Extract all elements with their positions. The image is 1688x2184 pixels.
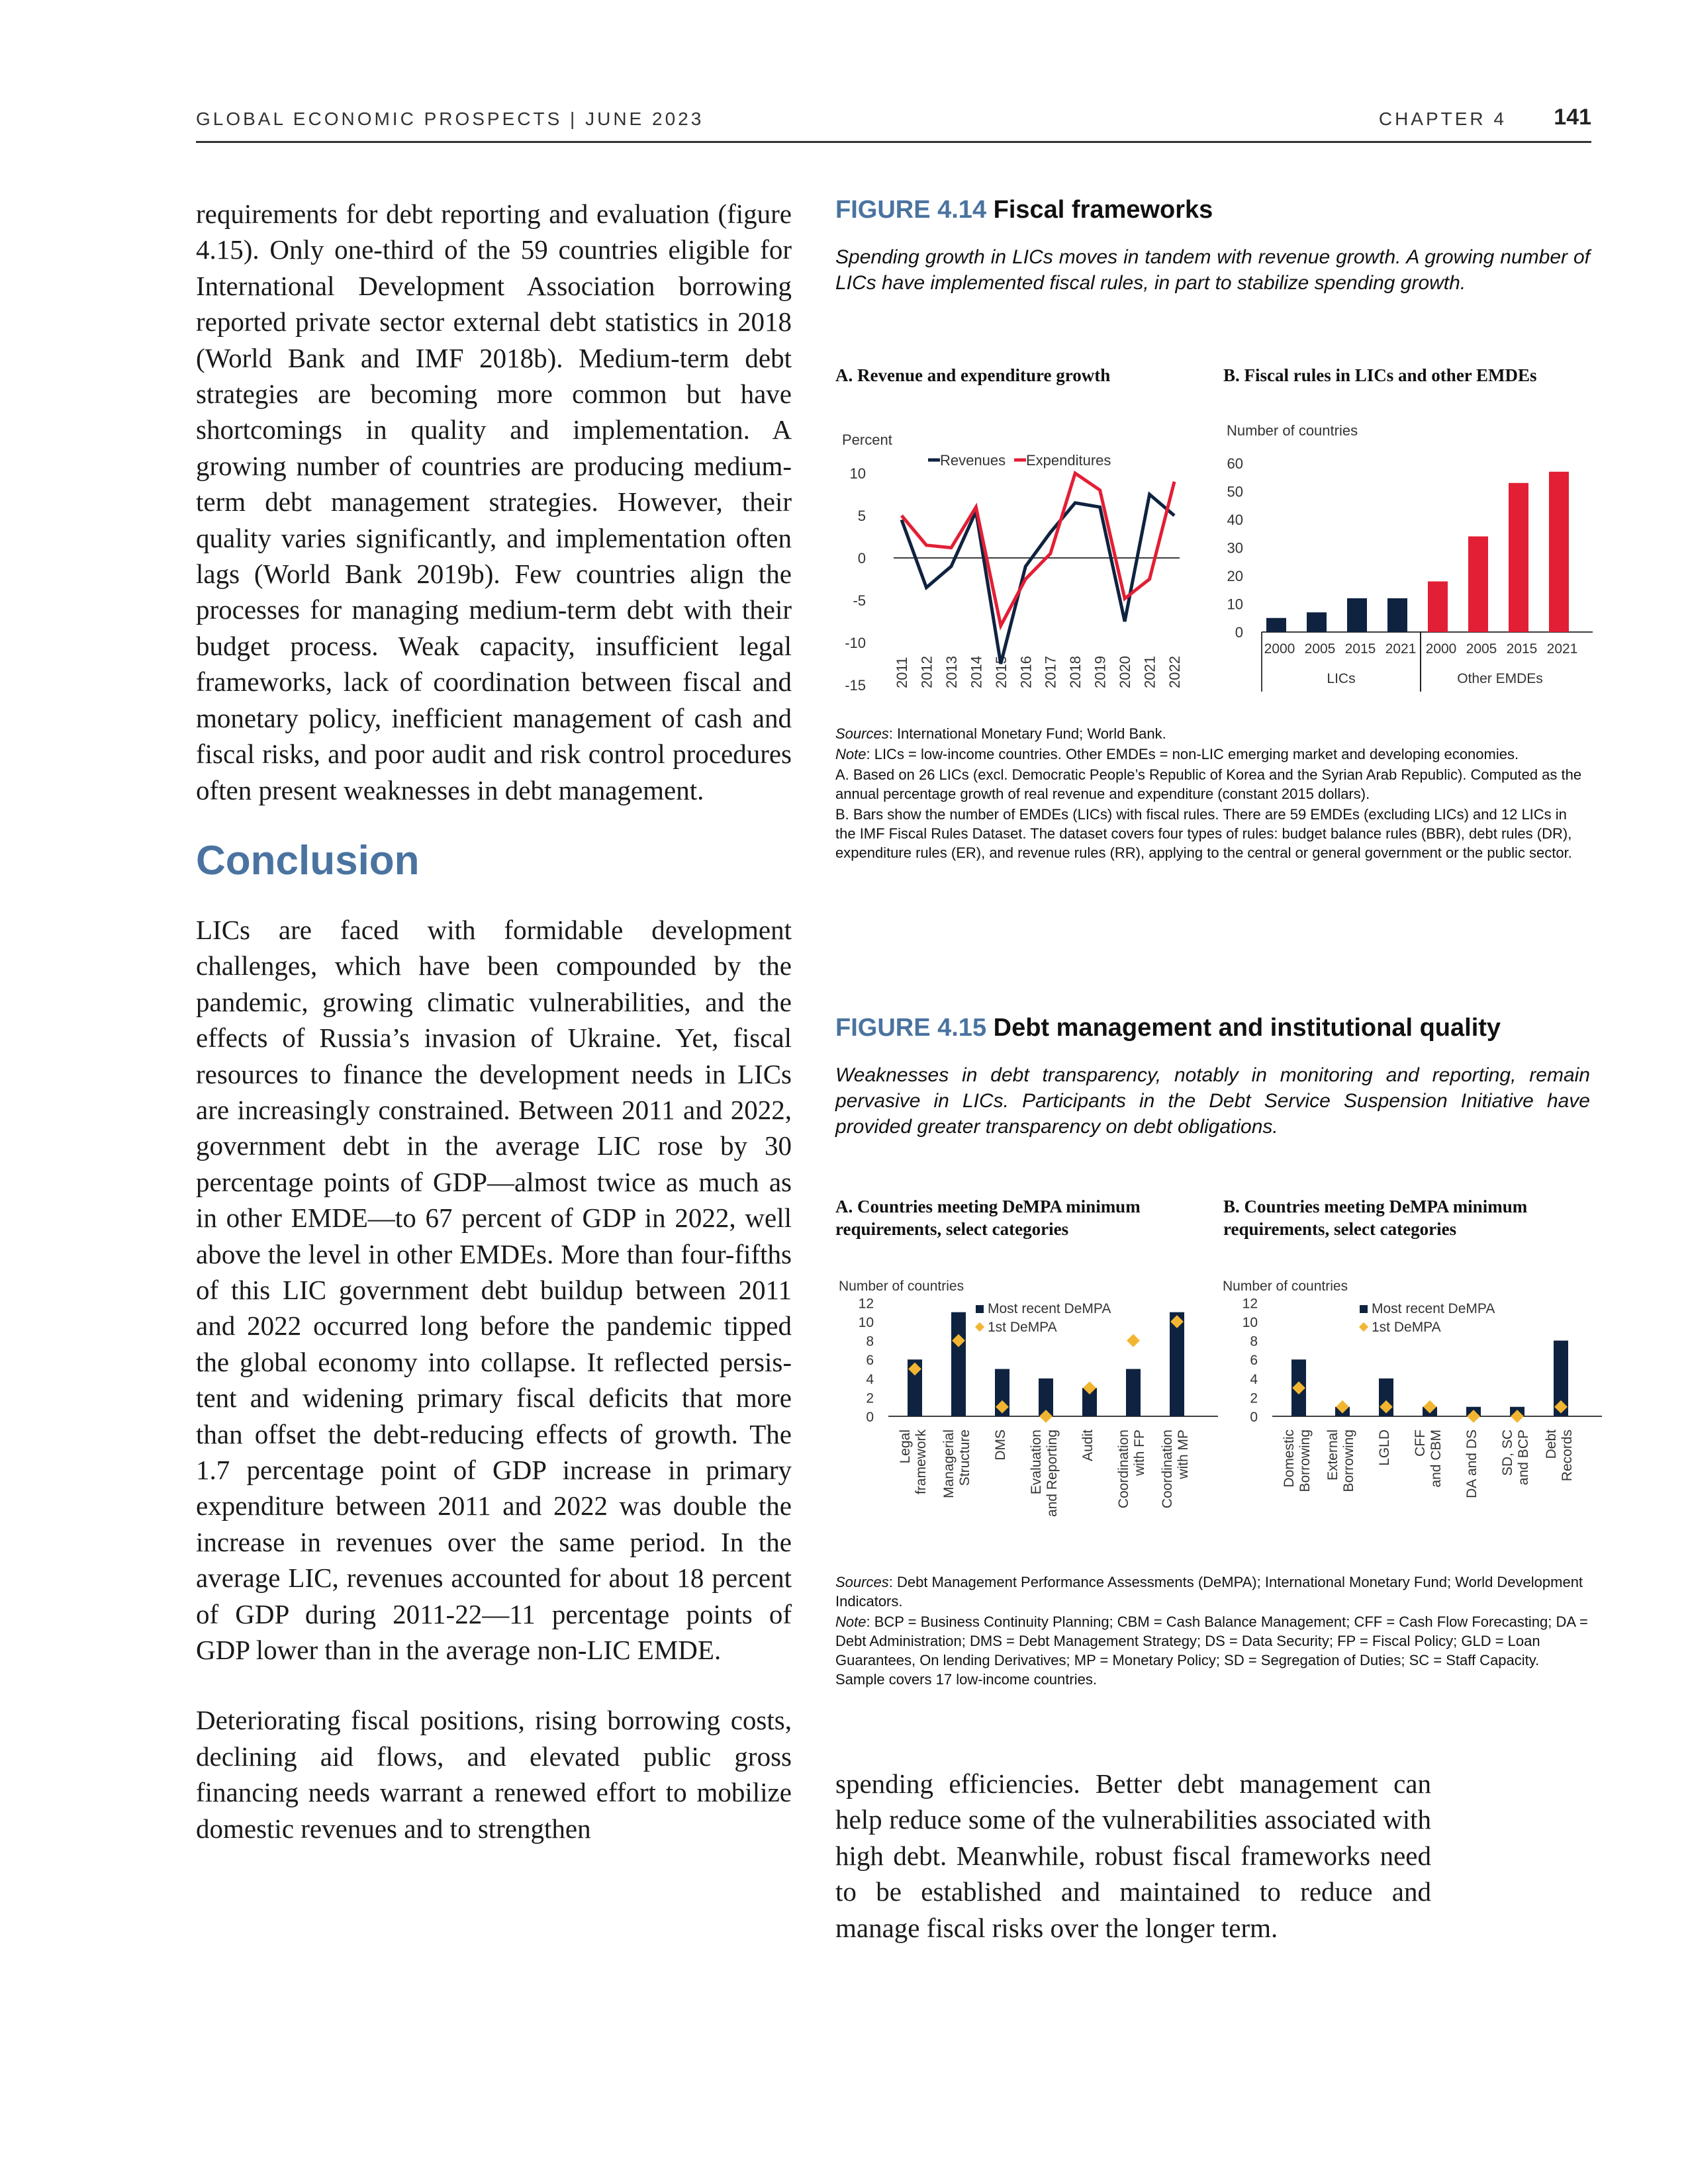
x-tick-label: 2021: [1385, 641, 1417, 657]
x-tick-label: 2014: [968, 656, 985, 688]
y-tick-label: 0: [1235, 624, 1243, 641]
y-tick-label: 60: [1227, 455, 1243, 472]
legend-label: Revenues: [940, 452, 1006, 469]
x-tick-label: Coordination: [1116, 1430, 1131, 1509]
x-tick-label: and Reporting: [1045, 1430, 1060, 1517]
bar: [1549, 472, 1569, 632]
body-paragraph-1: requirements for debt reporting and evaluation (figure 4.15). Only one-third of the 59 countries eligible for International Development Association borrowing reported private sector external debt statistics in 2018 (World Bank and IMF 2018b). Medium-term debt strategies are becoming more common but have shortcomings in quality and implementation. A growing number of countries are producing medium-term debt management strategies. However, their quality varies significantly, and implementation often lags (World Bank 2019b). Few countries align the processes for managing medium-term debt with their budget process. Weak capacity, insufficient legal frameworks, lack of coordination between fiscal and monetary policy, inefficient management of cash and fiscal risks, and poor audit and risk control procedures often present weaknesses in debt management.: [196, 199, 792, 805]
x-tick-label: 2013: [943, 656, 960, 688]
x-tick-label: SD, SC: [1500, 1430, 1515, 1477]
panel-b-title: B. Countries meeting DeMPA minimum requirements, select categories: [1223, 1197, 1528, 1239]
right-column-body: [835, 1766, 1431, 1946]
running-header: [196, 105, 1591, 143]
y-tick-label: 12: [1242, 1296, 1258, 1312]
y-tick-label: 0: [1250, 1410, 1258, 1425]
x-tick-label: 2000: [1425, 641, 1457, 657]
x-tick-label: DA and DS: [1464, 1430, 1479, 1498]
y-tick-label: 30: [1227, 539, 1243, 557]
bar: [1126, 1369, 1141, 1417]
x-tick-label: 2019: [1092, 656, 1109, 688]
y-tick-label: 4: [1250, 1371, 1258, 1387]
y-tick-label: 10: [1227, 596, 1243, 613]
group-label: LICs: [1327, 671, 1356, 686]
x-tick-label: Audit: [1080, 1430, 1096, 1461]
x-tick-label: 2021: [1141, 656, 1158, 688]
sources-line: Sources: Debt Management Performance Assessments (DeMPA); International Monetary Fund; World Development Indicators.: [835, 1574, 1583, 1610]
body-paragraph-continuation: spending efficiencies. Better debt management can help reduce some of the vulnerabilities associated with high debt. Meanwhile, robust fiscal frameworks need to be established and maintained to reduce and manage fiscal risks over the longer term.: [835, 1768, 1431, 1943]
y-tick-label: 2: [1250, 1390, 1258, 1406]
x-tick-label: 2015: [992, 656, 1009, 688]
bar-chart-fiscal-rules: [1223, 424, 1594, 702]
body-paragraph-2: LICs are faced with formidable development challenges, which have been compounded by the pandemic, growing climatic vulnerabilities, and the effects of Russia’s invasion of Ukraine. Yet, fiscal resources to finance the development needs in LICs are increasingly constrained. Between 2011 and 2022, government debt in the average LIC rose by 30 percentage points of GDP—almost twice as much as in other EMDE—to 67 percent of GDP in 2022, well above the level in other EMDEs. More than four-fifths of this LIC government debt buildup between 2011 and 2022 occurred long before the pandemic tipped the global economy into collapse. It reflected persistent and widening primary fiscal deficits that more than offset the debt-reducing effects of growth. The 1.7 percentage point of GDP increase in primary expenditure between 2011 and 2022 was double the increase in revenues over the same period. In the average LIC, revenues accounted for about 18 percent of GDP during 2011-22—11 percentage points of GDP lower than in the average non-LIC EMDE.: [196, 914, 792, 1666]
body-paragraph-3: Deteriorating fiscal positions, rising borrowing costs, declining aid flows, and elevated public gross financing needs warrant a renewed effort to mobilize domestic revenues and to strengthen: [196, 1705, 792, 1844]
legend-label: 1st DeMPA: [1372, 1320, 1441, 1335]
x-tick-label: and CBM: [1429, 1430, 1444, 1488]
group-label: Other EMDEs: [1457, 671, 1543, 686]
x-tick-label: 2016: [1017, 656, 1035, 688]
chapter-label: CHAPTER 4: [1378, 109, 1507, 129]
line-chart-revenue-expenditure: [835, 424, 1206, 702]
note-line: Note: LICs = low-income countries. Other EMDEs = non-LIC emerging market and developing economies.: [835, 746, 1519, 762]
figure-number: FIGURE 4.15: [835, 1014, 987, 1042]
x-tick-label: 2012: [918, 656, 935, 688]
bar-chart-dempa-b: [1219, 1271, 1603, 1549]
x-tick-label: DMS: [993, 1430, 1008, 1461]
x-tick-label: LGLD: [1377, 1430, 1392, 1466]
x-tick-label: Structure: [957, 1430, 972, 1486]
note-b: B. Bars show the number of EMDEs (LICs) with fiscal rules. There are 59 EMDEs (excluding LICs) and 12 LICs in the IMF Fiscal Rules Dataset. The dataset covers four types of rules: budget balance rules (BBR), debt rules (DR), expenditure rules (ER), and revenue rules (RR), applying to the central or general government or the public sector.: [835, 806, 1572, 861]
bar: [1387, 598, 1407, 632]
note-a: A. Based on 26 LICs (excl. Democratic People’s Republic of Korea and the Syrian Arab Republic). Computed as the annual percentage growth of real revenue and expenditure (constant 2015 dollars).: [835, 766, 1582, 802]
bar: [1468, 537, 1488, 633]
x-tick-label: with FP: [1132, 1430, 1147, 1477]
y-tick-label: 0: [866, 1410, 874, 1425]
figure-4-14-notes: [835, 724, 1590, 864]
y-axis-label: Percent: [842, 432, 892, 448]
legend-square-icon: [976, 1305, 984, 1313]
y-tick-label: 2: [866, 1390, 874, 1406]
y-tick-label: 8: [866, 1334, 874, 1349]
bar: [1509, 483, 1528, 632]
y-tick-label: 50: [1227, 483, 1243, 500]
x-tick-label: framework: [914, 1430, 929, 1495]
x-tick-label: Debt: [1544, 1430, 1559, 1459]
left-column: [196, 196, 792, 1846]
y-tick-label: 12: [858, 1296, 874, 1312]
figure-subtitle: Weaknesses in debt transparency, notably in monitoring and reporting, remain pervasive in LICs. Participants in the Debt Service Suspension Initiative have provided greater transparency on debt obligations.: [835, 1064, 1590, 1138]
x-tick-label: Domestic: [1282, 1430, 1297, 1488]
x-tick-label: 2021: [1546, 641, 1578, 657]
bar: [1428, 582, 1448, 633]
series-line-revenues: [902, 494, 1174, 664]
x-tick-label: 2005: [1304, 641, 1336, 657]
y-tick-label: -15: [845, 677, 866, 694]
x-tick-label: 2000: [1264, 641, 1295, 657]
legend-label: Expenditures: [1026, 452, 1111, 469]
diamond-marker: [1127, 1334, 1140, 1347]
x-tick-label: 2017: [1042, 656, 1059, 688]
figure-4-15-notes: [835, 1572, 1590, 1690]
x-tick-label: with MP: [1176, 1430, 1191, 1479]
x-tick-label: Borrowing: [1297, 1430, 1313, 1492]
y-tick-label: 20: [1227, 568, 1243, 584]
figure-4-14: [835, 196, 1590, 296]
x-tick-label: Legal: [898, 1430, 913, 1464]
x-tick-label: 2020: [1117, 656, 1134, 688]
legend-diamond-icon: [1359, 1322, 1368, 1332]
x-tick-label: External: [1325, 1430, 1340, 1481]
y-tick-label: -5: [853, 592, 866, 609]
y-tick-label: 6: [1250, 1353, 1258, 1369]
bar: [951, 1312, 966, 1416]
y-tick-label: 0: [857, 550, 866, 567]
bar: [1347, 598, 1367, 632]
y-axis-label: Number of countries: [1223, 1279, 1348, 1294]
bar: [1307, 612, 1327, 632]
panel-b-title: B. Fiscal rules in LICs and other EMDEs: [1223, 365, 1537, 385]
y-tick-label: 8: [1250, 1334, 1258, 1349]
figure-number: FIGURE 4.14: [835, 196, 987, 224]
y-tick-label: 6: [866, 1353, 874, 1369]
figure-title: [835, 1014, 1590, 1042]
legend-label: Most recent DeMPA: [1372, 1301, 1495, 1316]
sources-line: Sources: International Monetary Fund; World Bank.: [835, 725, 1166, 742]
panel-a-title: A. Countries meeting DeMPA minimum requirements, select categories: [835, 1197, 1141, 1239]
x-tick-label: Records: [1560, 1430, 1575, 1482]
figure-4-15: [835, 1014, 1590, 1140]
x-tick-label: 2018: [1067, 656, 1084, 688]
y-tick-label: 40: [1227, 512, 1243, 528]
bar-chart-dempa-a: [835, 1271, 1219, 1549]
y-tick-label: 5: [857, 508, 866, 524]
figure-subtitle: Spending growth in LICs moves in tandem with revenue growth. A growing number of LICs have implemented fiscal rules, in part to stabilize spending growth.: [835, 246, 1590, 294]
x-tick-label: and BCP: [1516, 1430, 1531, 1486]
x-tick-label: Coordination: [1160, 1430, 1175, 1509]
panel-a-title: A. Revenue and expenditure growth: [835, 365, 1111, 385]
y-axis-label: Number of countries: [1227, 424, 1358, 439]
x-tick-label: Evaluation: [1029, 1430, 1044, 1495]
figure-title-text: Fiscal frameworks: [993, 196, 1213, 224]
x-tick-label: 2022: [1166, 656, 1183, 688]
section-heading-conclusion: Conclusion: [196, 837, 420, 884]
x-tick-label: 2015: [1506, 641, 1538, 657]
page-number: 141: [1554, 105, 1591, 130]
legend-square-icon: [1360, 1305, 1368, 1313]
y-axis-label: Number of countries: [839, 1279, 964, 1294]
x-tick-label: 2005: [1466, 641, 1497, 657]
x-tick-label: CFF: [1413, 1430, 1428, 1457]
y-tick-label: 10: [858, 1315, 874, 1330]
legend-diamond-icon: [975, 1322, 984, 1332]
y-tick-label: 10: [1242, 1315, 1258, 1330]
note-line: Note: BCP = Business Continuity Planning; CBM = Cash Balance Management; CFF = Cash Flow Forecasting; DA = Debt Administration; DMS = Debt Management Strategy; DS = Data Security; FP = Fiscal Policy; GLD = Loan Guarantees, On lending Derivatives; MP = Monetary Policy; SD = Segregation of Duties; SC = Staff Capacity. Sample covers 17 low-income countries.: [835, 1614, 1588, 1688]
legend-label: Most recent DeMPA: [988, 1301, 1111, 1316]
figure-title: [835, 196, 1590, 224]
x-tick-label: 2011: [894, 657, 910, 688]
legend-label: 1st DeMPA: [988, 1320, 1057, 1335]
y-tick-label: -10: [845, 635, 866, 651]
y-tick-label: 10: [849, 465, 866, 482]
y-tick-label: 4: [866, 1371, 874, 1387]
x-tick-label: Managerial: [941, 1430, 957, 1498]
x-tick-label: 2015: [1344, 641, 1376, 657]
bar: [1266, 618, 1286, 632]
figure-title-text: Debt management and institutional quality: [993, 1014, 1501, 1042]
x-tick-label: Borrowing: [1341, 1430, 1356, 1492]
publication-title: GLOBAL ECONOMIC PROSPECTS | JUNE 2023: [196, 109, 704, 129]
